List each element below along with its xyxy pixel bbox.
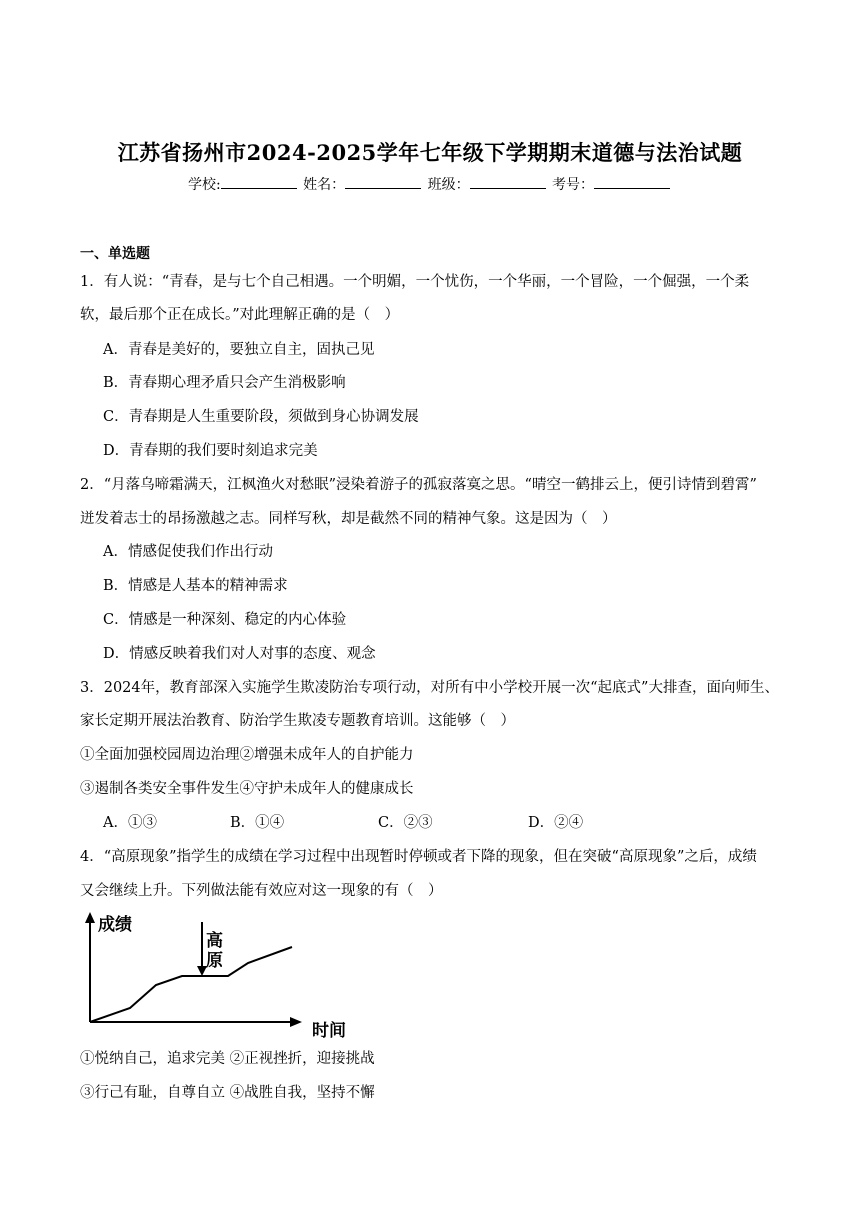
q3-statement-1: ①全面加强校园周边治理②增强未成年人的自护能力	[80, 747, 414, 763]
q4-statement-1: ①悦纳自己，追求完美 ②正视挫折，迎接挑战	[80, 1051, 375, 1067]
exam-title: 江苏省扬州市2024-2025学年七年级下学期期末道德与法治试题	[117, 140, 743, 165]
q1-stem-line2: 软，最后那个正在成长。”对此理解正确的是（ ）	[80, 307, 400, 323]
score-curve	[90, 947, 292, 1022]
q1-stem-line1: 1．有人说：“青春，是与七个自己相遇。一个明媚，一个忧伤，一个华丽，一个冒险，一个倔强，一个柔	[80, 274, 750, 290]
id-label: 考号：	[552, 177, 595, 193]
q2-option-d: D．情感反映着我们对人对事的态度、观念	[103, 646, 376, 662]
x-axis-label: 时间	[312, 1021, 346, 1040]
q3-stem-line1: 3．2024年，教育部深入实施学生欺凌防治专项行动，对所有中小学校开展一次“起底式”大排查，面向师生、	[80, 680, 779, 696]
q3-option-d: D．②④	[528, 815, 584, 831]
id-blank[interactable]	[594, 176, 670, 189]
q3-option-b: B．①④	[230, 815, 285, 831]
q2-option-b: B．情感是人基本的精神需求	[103, 578, 288, 594]
class-label: 班级：	[427, 177, 470, 193]
q3-option-a: A．①③	[103, 815, 157, 831]
school-blank[interactable]	[221, 176, 297, 189]
class-blank[interactable]	[470, 176, 546, 189]
school-label: 学校:	[187, 177, 221, 193]
y-axis-arrow	[85, 912, 95, 923]
q4-stem-line1: 4．“高原现象”指学生的成绩在学习过程中出现暂时停顿或者下降的现象，但在突破“高原现象”之后，成绩	[80, 849, 757, 865]
plateau-figure	[82, 910, 357, 1040]
q4-stem-line2: 又会继续上升。下列做法能有效应对这一现象的有（ ）	[80, 883, 443, 899]
q1-option-a: A．青春是美好的，要独立自主，固执己见	[103, 342, 375, 358]
q1-option-c: C．青春期是人生重要阶段，须做到身心协调发展	[103, 409, 419, 425]
plateau-label-1: 高	[206, 931, 223, 951]
q4-statement-2: ③行己有耻，自尊自立 ④战胜自我，坚持不懈	[80, 1085, 375, 1101]
name-blank[interactable]	[345, 176, 421, 189]
section-title: 一、单选题	[80, 246, 150, 262]
student-info-line	[0, 174, 860, 194]
q3-statement-2: ③遏制各类安全事件发生④守护未成年人的健康成长	[80, 781, 414, 797]
q1-option-b: B．青春期心理矛盾只会产生消极影响	[103, 375, 346, 391]
y-axis-label: 成绩	[98, 915, 132, 935]
q3-stem-line2: 家长定期开展法治教育、防治学生欺凌专题教育培训。这能够（ ）	[80, 713, 515, 729]
name-label: 姓名：	[303, 177, 346, 193]
q2-stem-line1: 2．“月落乌啼霜满天，江枫渔火对愁眠”浸染着游子的孤寂落寞之思。“晴空一鹤排云上，便引诗情到碧霄”	[80, 477, 757, 493]
q2-option-c: C．情感是一种深刻、稳定的内心体验	[103, 612, 347, 628]
q2-option-a: A．情感促使我们作出行动	[103, 544, 273, 560]
q3-option-c: C．②③	[378, 815, 433, 831]
q1-option-d: D．青春期的我们要时刻追求完美	[103, 443, 318, 459]
plateau-label-2: 原	[206, 951, 223, 971]
x-axis-arrow	[290, 1017, 302, 1027]
q2-stem-line2: 迸发着志士的昂扬激越之志。同样写秋，却是截然不同的精神气象。这是因为（ ）	[80, 511, 617, 527]
